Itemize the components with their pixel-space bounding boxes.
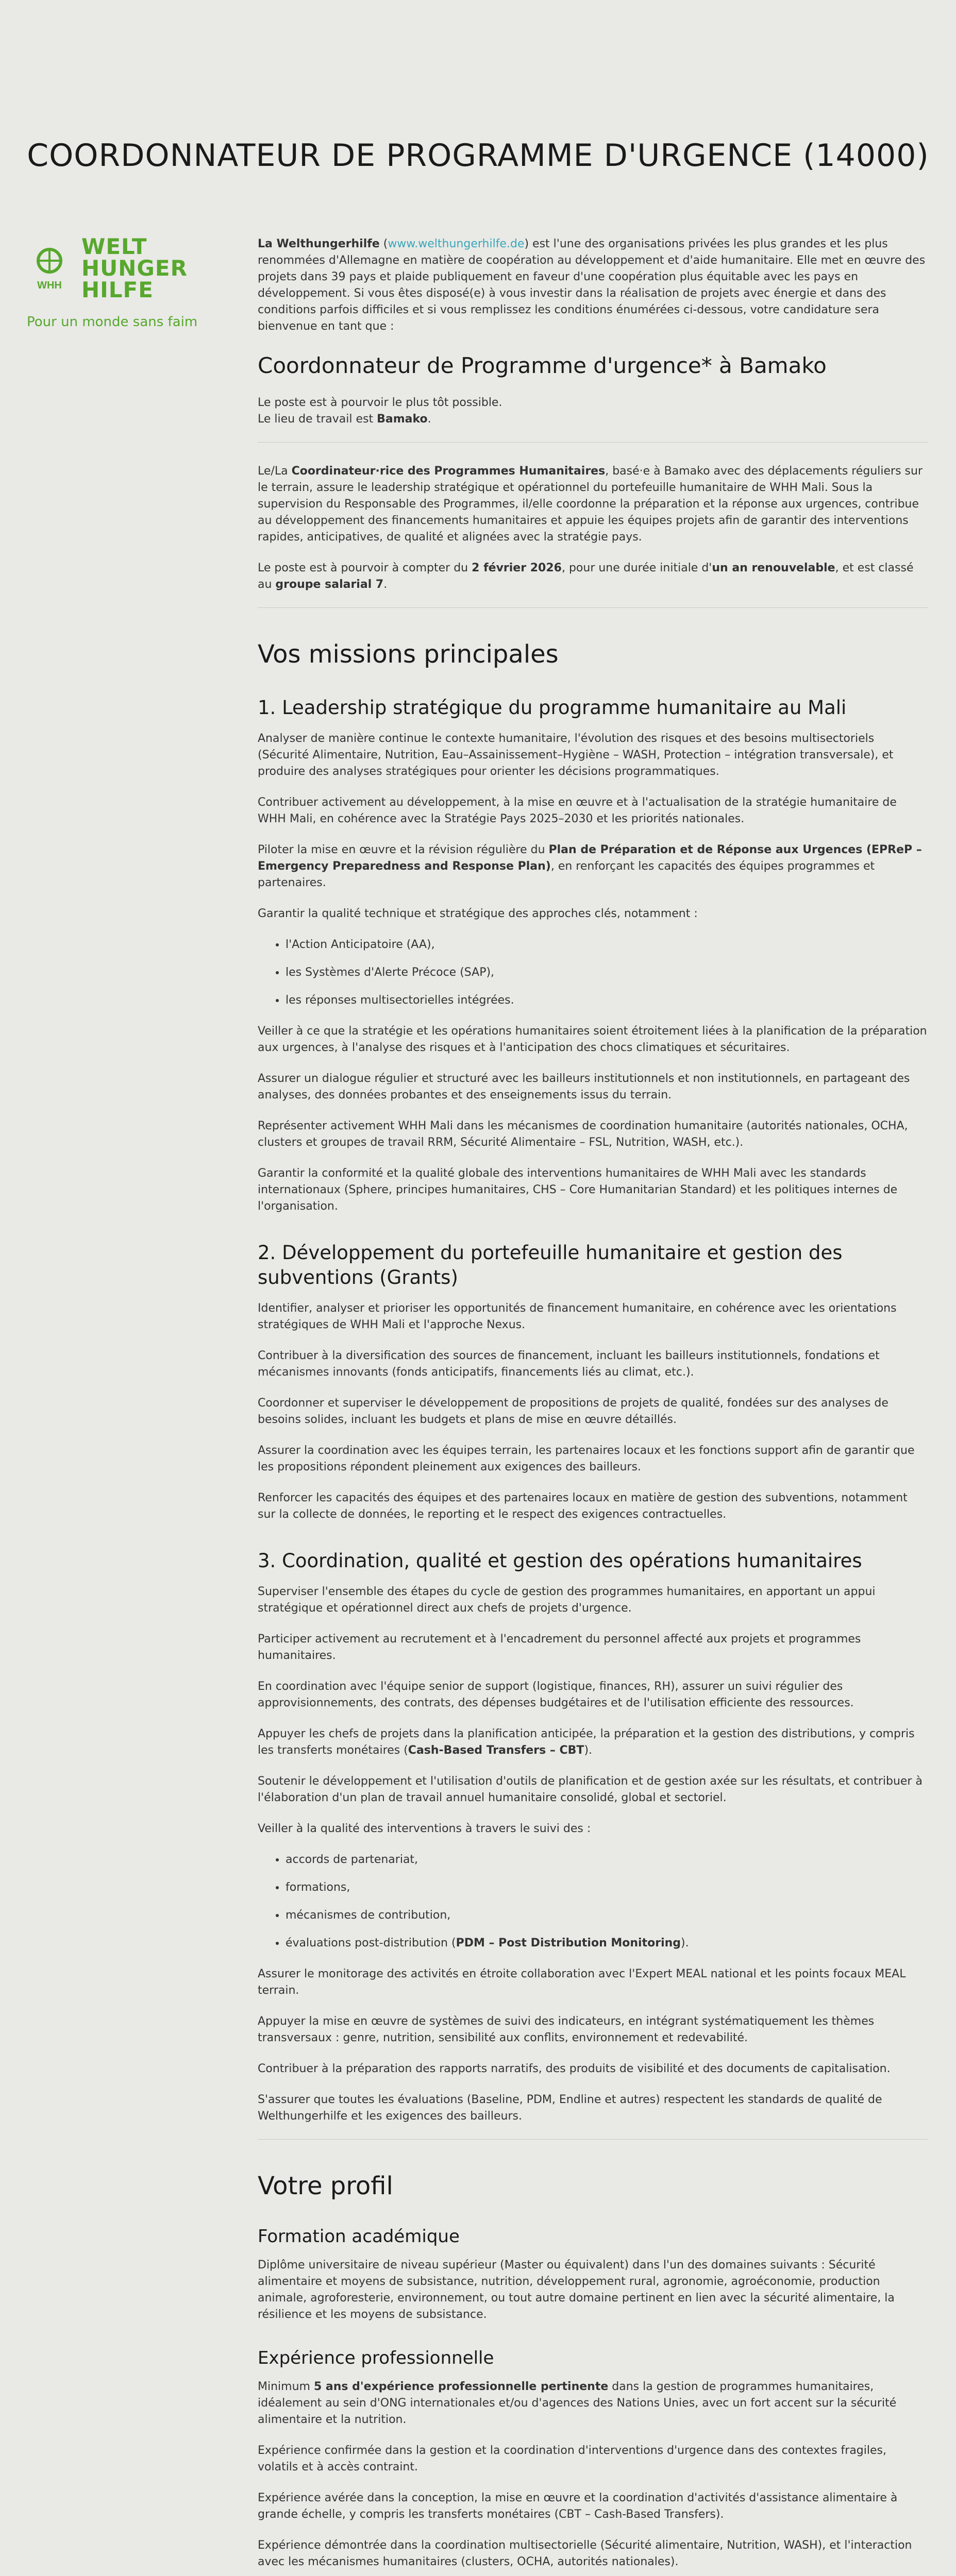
logo-tagline: Pour un monde sans faim <box>27 314 198 330</box>
mission-3-p2: Participer activement au recrutement et à l'encadrement du personnel affecté aux projets et programmes humanitaires. <box>258 1633 861 1662</box>
mission-1-p1: Analyser de manière continue le contexte humanitaire, l'évolution des risques et des besoins multisectoriels (Sécurité Alimentaire, Nutrition, Eau–Assainissement–Hygiène – WASH, Protection – intégration transversale), et produire des analyses stratégiques pour orienter les décisions programmatiques. <box>258 732 894 778</box>
start-info-a: Le poste est à pourvoir à compter du <box>258 562 472 574</box>
m1-p3c: , en renforçant les capacités des équipes programmes et partenaires. <box>258 860 875 889</box>
m1-p3a: Piloter la mise en œuvre et la révision régulière du <box>258 843 549 856</box>
job-heading: Coordonnateur de Programme d'urgence* à Bamako <box>258 353 827 378</box>
exp-p1c: dans la gestion de programmes humanitaires, idéalement au sein d'ONG internationales et/ou d'agences des Nations Unies, avec un fort accent sur la sécurité alimentaire et la nutrition. <box>258 2380 897 2426</box>
mission-1-p2: Contribuer activement au développement, à la mise en œuvre et à l'actualisation de la stratégie humanitaire de WHH Mali, en cohérence avec la Stratégie Pays 2025–2030 et les priorités nationales. <box>258 796 897 825</box>
pdm-name: PDM – Post Distribution Monitoring <box>456 1937 681 1950</box>
post-info-line2-suffix: . <box>427 413 431 426</box>
page-title: COORDONNATEUR DE PROGRAMME D'URGENCE (14000) <box>27 138 929 174</box>
role-intro-prefix: Le/La <box>258 465 292 478</box>
experience-p1 <box>258 2379 928 2428</box>
job-description <box>258 236 928 2576</box>
logo-wh-text: WHH <box>37 280 62 291</box>
role-intro-text: , basé·e à Bamako avec des déplacements réguliers sur le terrain, assure le leadership stratégique et opérationnel du portefeuille humanitaire de WHH Mali. Sous la supervision du Responsable des Programmes, il/elle coordonne la préparation et la réponse aux urgences, contribue au développement des financements humanitaires et appuie les équipes projets afin de garantir des interventions rapides, anticipatives, de qualité et alignées avec la stratégie pays. <box>258 465 923 544</box>
mission-3-p4 <box>258 1726 928 1759</box>
exp-p1a: Minimum <box>258 2380 314 2393</box>
mission-1-p5: Veiller à ce que la stratégie et les opérations humanitaires soient étroitement liées à la planification de la préparation aux urgences, à l'analyse des risques et à l'anticipation des chocs climatiques et sécuritaires. <box>258 1025 927 1054</box>
list-item: • les Systèmes d'Alerte Précoce (SAP), <box>286 964 928 981</box>
list-item: • formations, <box>286 1879 928 1896</box>
mission-1-p6: Assurer un dialogue régulier et structuré avec les bailleurs institutionnels et non institutionnels, en partageant des analyses, des données probantes et des enseignements issus du terrain. <box>258 1072 910 1101</box>
list-item: • accords de partenariat, <box>286 1852 928 1868</box>
mission-3-p9: Contribuer à la préparation des rapports narratifs, des produits de visibilité et des documents de capitalisation. <box>258 2062 891 2075</box>
start-info-g: . <box>383 578 388 591</box>
divider <box>258 2139 928 2140</box>
role-title: Coordinateur·rice des Programmes Humanitaires <box>291 465 606 478</box>
mission-2-p2: Contribuer à la diversification des sources de financement, incluant les bailleurs institutionnels, fondations et mécanismes innovants (fonds anticipatifs, financements liés au climat, etc.). <box>258 1349 880 1379</box>
mission-3-p8: Appuyer la mise en œuvre de systèmes de suivi des indicateurs, en intégrant systématiquement les thèmes transversaux : genre, nutrition, sensibilité aux conflits, environnement et redevabilité. <box>258 2015 875 2044</box>
intro-text: est l'une des organisations privées les plus grandes et les plus renommées d'Allemagne en matière de coopération au développement et d'aide humanitaire. Elle met en œuvre des projets dans 39 pays et plaide publiquement en faveur d'une coopération plus équitable avec les pays en développement. Si vous êtes disposé(e) à vous investir dans la réalisation de projets avec énergie et dans des conditions parfois difficiles et si vous remplissez les conditions énumérées ci-dessous, votre candidature sera bienvenue en tant que : <box>258 238 926 333</box>
m3-list-last-a: évaluations post-distribution ( <box>286 1937 456 1950</box>
mission-3-list <box>258 1852 928 1952</box>
mission-2-title: 2. Développement du portefeuille humanitaire et gestion des subventions (Grants) <box>258 1242 843 1289</box>
experience-title: Expérience professionnelle <box>258 2348 494 2368</box>
list-item: • les réponses multisectorielles intégrées. <box>286 992 928 1009</box>
divider <box>258 607 928 608</box>
org-name: La Welthungerhilfe <box>258 238 380 250</box>
experience-p2: Expérience confirmée dans la gestion et la coordination d'interventions d'urgence dans des contextes fragiles, volatils et à accès contraint. <box>258 2444 886 2473</box>
mission-3-p10: S'assurer que toutes les évaluations (Baseline, PDM, Endline et autres) respectent les standards de qualité de Welthungerhilfe et les exigences des bailleurs. <box>258 2093 882 2123</box>
list-item: • mécanismes de contribution, <box>286 1907 928 1924</box>
start-date: 2 février 2026 <box>472 562 562 574</box>
experience-p4: Expérience démontrée dans la coordination multisectorielle (Sécurité alimentaire, Nutrition, WASH), et l'interaction avec les mécanismes humanitaires (clusters, OCHA, autorités nationales). <box>258 2539 912 2568</box>
mission-3-p1: Superviser l'ensemble des étapes du cycle de gestion des programmes humanitaires, en apportant un appui stratégique et opérationnel direct aux chefs de projets d'urgence. <box>258 1585 876 1615</box>
profile-heading: Votre profil <box>258 2172 393 2200</box>
mission-3-p6: Veiller à la qualité des interventions à travers le suivi des : <box>258 1822 591 1835</box>
logo-wordmark: WELT HUNGER HILFE <box>81 234 188 302</box>
list-item <box>286 1935 928 1952</box>
mission-3-p7: Assurer le monitorage des activités en étroite collaboration avec l'Expert MEAL national et les points focaux MEAL terrain. <box>258 1968 906 1997</box>
salary-group: groupe salarial 7 <box>275 578 384 591</box>
mission-3-title: 3. Coordination, qualité et gestion des opérations humanitaires <box>258 1550 862 1572</box>
mission-3-p3: En coordination avec l'équipe senior de support (logistique, finances, RH), assurer un suivi régulier des approvisionnements, des contrats, des dépenses budgétaires et de l'utilisation efficiente des ressources. <box>258 1680 854 1709</box>
divider <box>258 442 928 443</box>
mission-2-p4: Assurer la coordination avec les équipes terrain, les partenaires locaux et les fonctions support afin de garantir que les propositions répondent pleinement aux exigences des bailleurs. <box>258 1444 915 1473</box>
m3-p4a: Appuyer les chefs de projets dans la planification anticipée, la préparation et la gestion des distributions, y compris les transferts monétaires ( <box>258 1727 915 1757</box>
mission-2-p1: Identifier, analyser et prioriser les opportunités de financement humanitaire, en cohérence avec les orientations stratégiques de WHH Mali et l'approche Nexus. <box>258 1302 897 1331</box>
mission-1-p8: Garantir la conformité et la qualité globale des interventions humanitaires de WHH Mali avec les standards internationaux (Sphere, principes humanitaires, CHS – Core Humanitarian Standard) et les politiques internes de l'organisation. <box>258 1167 898 1213</box>
list-item: • l'Action Anticipatoire (AA), <box>286 937 928 953</box>
mission-2-p5: Renforcer les capacités des équipes et des partenaires locaux en matière de gestion des subventions, notamment sur la collecte de données, le reporting et le respect des exigences contractuelles. <box>258 1492 908 1521</box>
missions-heading: Vos missions principales <box>258 640 559 669</box>
org-website-link[interactable]: www.welthungerhilfe.de <box>388 238 525 250</box>
welthungerhilfe-logo-icon <box>27 245 72 292</box>
post-info-line2-prefix: Le lieu de travail est <box>258 413 377 426</box>
post-location: Bamako <box>377 413 428 426</box>
mission-1-list <box>258 937 928 1009</box>
mission-1-p7: Représenter activement WHH Mali dans les mécanismes de coordination humanitaire (autorités nationales, OCHA, clusters et groupes de travail RRM, Sécurité Alimentaire – FSL, Nutrition, WASH, etc.). <box>258 1120 908 1149</box>
exp-years: 5 ans d'expérience professionnelle pertinente <box>313 2380 609 2393</box>
mission-1-p3 <box>258 842 928 891</box>
post-info <box>258 395 928 428</box>
mission-1-p4: Garantir la qualité technique et stratégique des approches clés, notamment : <box>258 907 698 920</box>
cbt-name: Cash-Based Transfers – CBT <box>408 1744 584 1757</box>
mission-3-p5: Soutenir le développement et l'utilisation d'outils de planification et de gestion axée sur les résultats, et contribuer à l'élaboration d'un plan de travail annuel humanitaire consolidé, global et sectoriel. <box>258 1775 923 1804</box>
role-intro <box>258 463 928 546</box>
start-info <box>258 560 928 593</box>
start-info-e: , et est classé au <box>258 562 914 591</box>
academic-title: Formation académique <box>258 2226 460 2247</box>
post-info-line1: Le poste est à pourvoir le plus tôt possible. <box>258 396 502 409</box>
eprep-name: Plan de Préparation et de Réponse aux Urgences (EPReP – Emergency Preparedness and Response Plan) <box>258 843 922 873</box>
m3-list-last-c: ). <box>681 1937 689 1950</box>
m3-p4c: ). <box>584 1744 593 1757</box>
mission-2-p3: Coordonner et superviser le développement de propositions de projets de qualité, fondées sur des analyses de besoins solides, incluant les budgets et plans de mise en œuvre détaillés. <box>258 1397 888 1426</box>
mission-1-title: 1. Leadership stratégique du programme humanitaire au Mali <box>258 697 847 719</box>
experience-p3: Expérience avérée dans la conception, la mise en œuvre et la coordination d'activités d'assistance alimentaire à grande échelle, y compris les transferts monétaires (CBT – Cash-Based Transfers). <box>258 2492 898 2521</box>
start-info-c: , pour une durée initiale d' <box>561 562 712 574</box>
contract-duration: un an renouvelable <box>712 562 835 574</box>
academic-p: Diplôme universitaire de niveau supérieur (Master ou équivalent) dans l'un des domaines suivants : Sécurité alimentaire et moyens de subsistance, nutrition, développement rural, agronomie, agroéconomie, production animale, agroforesterie, environnement, ou tout autre domaine pertinent en lien avec la sécurité alimentaire, la résilience et les moyens de subsistance. <box>258 2259 895 2321</box>
org-logo <box>27 236 248 330</box>
intro-paragraph: La Welthungerhilfe (www.welthungerhilfe.de) est l'une des organisations privées les plus grandes et les plus renommées d'Allemagne en matière de coopération au développement et d'aide humanitaire. Elle met en œuvre des projets dans 39 pays et plaide publiquement en faveur d'une coopération plus équitable avec les pays en développement. Si vous êtes disposé(e) à vous investir dans la réalisation de projets avec énergie et dans des conditions parfois difficiles et si vous remplissez les conditions énumérées ci-dessous, votre candidature sera bienvenue en tant que : <box>258 238 926 333</box>
